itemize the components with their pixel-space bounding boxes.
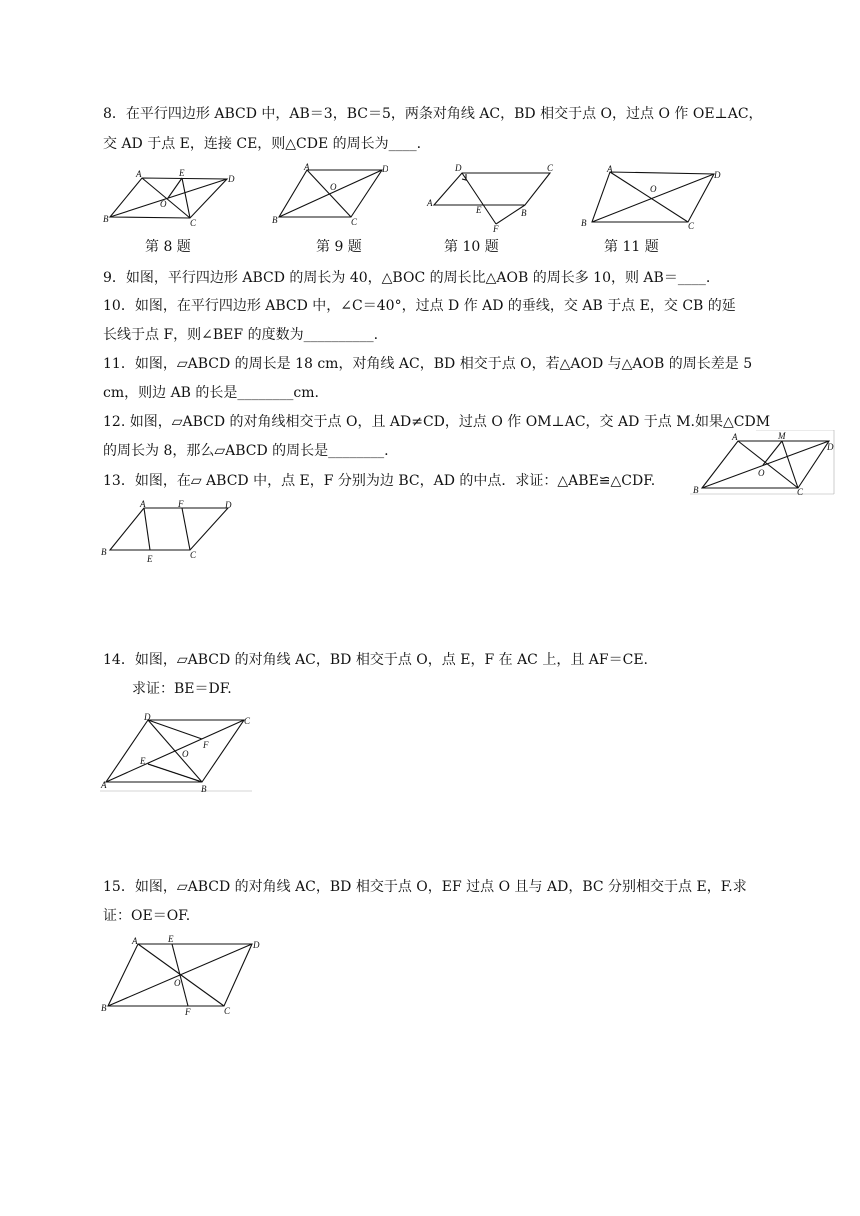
svg-text:B: B [101,547,107,557]
q8-line1: 8．在平行四边形 ABCD 中，AB＝3，BC＝5，两条对角线 AC，BD 相交于点 O，过点 O 作 OE⊥AC， [103,106,763,122]
q8-line2: 交 AD 于点 E，连接 CE，则△CDE 的周长为____. [103,136,422,152]
svg-text:F: F [493,224,499,232]
svg-text:C: C [351,217,358,226]
q10-line2: 长线于点 F，则∠BEF 的度数为__________. [103,327,379,343]
svg-text:C: C [688,221,695,230]
svg-text:F: F [203,740,209,750]
svg-text:F: F [178,499,184,509]
svg-text:D: D [228,174,235,184]
figure-q14 [100,712,252,794]
caption-q8: 第 8 题 [145,239,191,255]
svg-text:A: A [132,936,138,946]
svg-text:C: C [547,163,554,173]
svg-text:C: C [797,487,804,496]
svg-text:C: C [224,1006,231,1016]
q9-line: 9．如图，平行四边形 ABCD 的周长为 40，△BOC 的周长比△AOB 的周长多 10，则 AB＝____. [103,270,711,286]
svg-text:O: O [330,182,337,192]
svg-text:B: B [521,208,527,218]
svg-text:E: E [179,168,185,178]
svg-text:A: A [304,162,310,172]
svg-text:M: M [778,431,786,441]
svg-text:D: D [144,712,151,722]
svg-text:B: B [272,215,278,225]
svg-text:D: D [714,170,721,180]
q10-line1: 10．如图，在平行四边形 ABCD 中，∠C＝40°，过点 D 作 AD 的垂线，交 AB 于点 E，交 CB 的延 [103,298,736,314]
svg-text:B: B [101,1003,107,1013]
svg-text:O: O [160,199,167,209]
svg-text:D: D [253,940,260,950]
svg-text:F: F [185,1007,191,1017]
svg-text:D: D [827,442,834,452]
svg-text:E: E [168,934,174,944]
svg-text:O: O [174,978,181,988]
svg-text:A: A [140,499,146,509]
q14-line1: 14．如图，▱ABCD 的对角线 AC，BD 相交于点 O，点 E，F 在 AC 上，且 AF＝CE. [103,652,649,668]
q15-line1: 15．如图，▱ABCD 的对角线 AC，BD 相交于点 O，EF 过点 O 且与 AD，BC 分别相交于点 E，F.求 [103,879,747,895]
svg-text:A: A [427,198,433,208]
svg-text:O: O [758,468,765,478]
figure-q15 [100,934,270,1018]
svg-text:C: C [190,550,197,560]
svg-text:B: B [103,214,109,224]
q14-line2: 求证：BE＝DF. [132,681,232,697]
q11-line1: 11．如图，▱ABCD 的周长是 18 cm，对角线 AC，BD 相交于点 O，若△AOD 与△AOB 的周长差是 5 [103,356,753,372]
caption-q9: 第 9 题 [316,239,362,255]
svg-text:C: C [190,218,197,228]
figure-q8 [102,168,236,230]
svg-text:A: A [607,164,613,174]
q12-line2: 的周长为 8，那么▱ABCD 的周长是________. [103,443,389,459]
svg-text:B: B [581,218,587,228]
svg-text:D: D [382,164,388,174]
figure-q11 [580,162,724,230]
q12-line1: 12. 如图，▱ABCD 的对角线相交于点 O，且 AD≠CD，过点 O 作 OM⊥AC，交 AD 于点 M.如果△CDM [103,414,771,430]
caption-q11: 第 11 题 [604,239,659,255]
q15-line2: 证：OE＝OF. [103,908,191,924]
figure-q10 [426,160,556,232]
caption-q10: 第 10 题 [444,239,499,255]
svg-text:A: A [101,780,107,790]
svg-text:D: D [225,500,232,510]
q11-line2: cm，则边 AB 的长是________cm. [103,385,319,401]
q13-line: 13．如图，在▱ ABCD 中，点 E，F 分别为边 BC，AD 的中点．求证：△ABE≌△CDF. [103,473,656,489]
svg-text:E: E [140,756,146,766]
figure-q12 [690,430,836,496]
svg-text:C: C [244,716,251,726]
svg-text:B: B [201,784,207,794]
svg-text:B: B [693,485,699,495]
svg-text:O: O [650,184,657,194]
svg-text:E: E [476,205,482,215]
svg-text:D: D [455,163,462,173]
figure-q9 [272,162,388,226]
svg-text:A: A [136,169,142,179]
svg-text:O: O [182,749,189,759]
svg-text:E: E [147,554,153,564]
svg-text:A: A [732,432,738,442]
figure-q13 [100,496,240,568]
